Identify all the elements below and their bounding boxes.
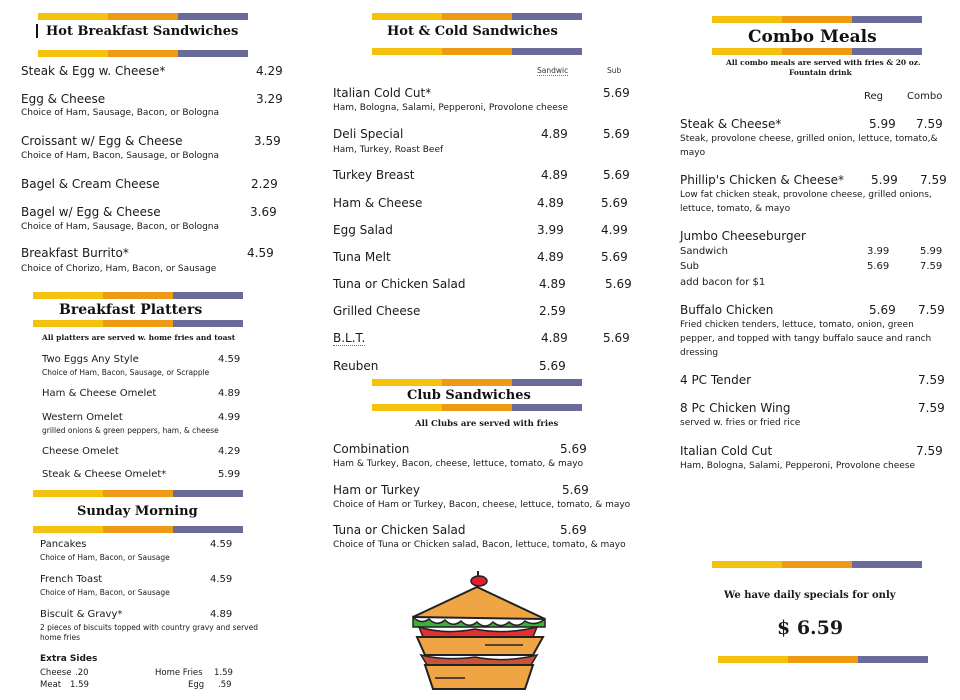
item-sandwich-price: 4.89 xyxy=(541,331,568,345)
item-description: grilled onions & green peppers, ham, & cheese xyxy=(42,426,219,435)
item-name: Biscuit & Gravy* xyxy=(40,609,123,620)
item-reg-price: 5.99 xyxy=(869,117,896,131)
item-name: Combination xyxy=(333,442,410,456)
item-variant-label: Sandwich xyxy=(680,246,728,257)
item-combo-price: 7.59 xyxy=(920,173,947,187)
specials-bar-bottom xyxy=(718,656,928,663)
extra-name: Home Fries xyxy=(155,668,203,678)
extra-price: 1.59 xyxy=(70,680,89,690)
section-note: All platters are served w. home fries and toast xyxy=(42,333,236,342)
item-name: Two Eggs Any Style xyxy=(42,354,139,365)
item-sandwich-price: 3.99 xyxy=(537,223,564,237)
header-bar-top xyxy=(33,490,243,497)
item-name: Tuna or Chicken Salad xyxy=(333,523,466,537)
item-sub-price: 5.69 xyxy=(605,277,632,291)
item-description: Choice of Ham or Turkey, Bacon, cheese, lettuce, tomato, & mayo xyxy=(333,500,631,510)
extra-sides-title: Extra Sides xyxy=(40,654,98,664)
item-description: Choice of Chorizo, Ham, Bacon, or Sausage xyxy=(21,264,217,274)
extra-price: 1.59 xyxy=(214,668,233,678)
item-name: Bagel w/ Egg & Cheese xyxy=(21,205,161,219)
specials-text: We have daily specials for only xyxy=(724,590,896,601)
item-price: 4.89 xyxy=(218,388,241,399)
item-variant-label: Sub xyxy=(680,261,700,272)
item-description: Ham, Turkey, Roast Beef xyxy=(333,145,444,155)
item-price: 4.59 xyxy=(247,246,274,260)
section-title: Hot Breakfast Sandwiches xyxy=(46,24,239,39)
specials-price: $ 6.59 xyxy=(777,617,844,639)
item-name: Croissant w/ Egg & Cheese xyxy=(21,134,183,148)
item-combo-price: 5.99 xyxy=(920,246,943,257)
item-sub-price: 5.69 xyxy=(603,168,630,182)
item-reg-price: 5.69 xyxy=(867,261,890,272)
item-combo-price: 7.59 xyxy=(916,117,943,131)
item-name: Breakfast Burrito* xyxy=(21,246,129,260)
item-reg-price: 3.99 xyxy=(867,246,890,257)
item-sandwich-price: 4.89 xyxy=(537,250,564,264)
section-note: Fountain drink xyxy=(789,68,852,77)
item-sandwich-price: 4.89 xyxy=(541,127,568,141)
item-price: 4.59 xyxy=(210,539,233,550)
item-sandwich-price: 5.69 xyxy=(539,359,566,373)
column-header-sub: Sub xyxy=(607,66,622,75)
item-sandwich-price: 4.89 xyxy=(537,196,564,210)
item-name: Grilled Cheese xyxy=(333,304,421,318)
item-description: Choice of Ham, Bacon, or Sausage xyxy=(40,553,170,562)
item-name: Reuben xyxy=(333,359,379,373)
extra-name: Meat xyxy=(40,680,62,690)
item-sub-price: 5.69 xyxy=(603,331,630,345)
item-sub-price: 4.99 xyxy=(601,223,628,237)
header-bar-top xyxy=(33,292,243,299)
item-description: Ham & Turkey, Bacon, cheese, lettuce, tomato, & mayo xyxy=(333,459,584,469)
item-name: Ham or Turkey xyxy=(333,483,421,497)
item-price: 3.69 xyxy=(250,205,277,219)
item-name: Tuna Melt xyxy=(333,250,391,264)
item-description: Choice of Ham, Bacon, Sausage, or Bologna xyxy=(21,151,220,161)
bread-middle-icon xyxy=(417,637,543,655)
item-reg-price: 5.69 xyxy=(869,303,896,317)
item-combo-price: 7.59 xyxy=(920,261,943,272)
item-reg-price: 5.99 xyxy=(871,173,898,187)
item-sandwich-price: 2.59 xyxy=(539,304,566,318)
item-name: Egg Salad xyxy=(333,223,393,237)
item-price: 3.29 xyxy=(256,92,283,106)
item-name: Tuna or Chicken Salad xyxy=(333,277,466,291)
item-name: Egg & Cheese xyxy=(21,92,106,106)
item-sandwich-price: 4.89 xyxy=(541,168,568,182)
item-sub-price: 5.69 xyxy=(601,196,628,210)
column-header-combo: Combo xyxy=(907,91,943,102)
item-name: Steak & Cheese Omelet* xyxy=(42,469,167,480)
item-name: Italian Cold Cut xyxy=(680,444,773,458)
item-name: Pancakes xyxy=(40,539,87,550)
bread-bottom-icon xyxy=(425,665,533,689)
item-description: Choice of Ham, Bacon, Sausage, or Scrapple xyxy=(42,368,210,377)
item-addon: add bacon for $1 xyxy=(680,277,766,288)
item-name: B.L.T. xyxy=(333,331,366,345)
header-bar-top xyxy=(712,16,922,23)
item-description: 2 pieces of biscuits topped with country gravy and served xyxy=(40,623,258,632)
column-header-sandwich: Sandwic xyxy=(537,66,569,75)
bread-top-icon xyxy=(413,587,545,619)
item-description: lettuce, tomato, & mayo xyxy=(680,204,791,214)
section-title: Breakfast Platters xyxy=(59,302,203,318)
extra-name: Egg xyxy=(188,680,205,690)
item-name: 4 PC Tender xyxy=(680,373,752,387)
item-price: 4.59 xyxy=(210,574,233,585)
header-bar-bottom xyxy=(372,404,582,411)
item-price: 4.99 xyxy=(218,412,241,423)
item-price: 4.29 xyxy=(256,64,283,78)
item-sub-price: 5.69 xyxy=(603,127,630,141)
section-title: Club Sandwiches xyxy=(407,388,531,403)
item-sub-price: 5.69 xyxy=(601,250,628,264)
item-description: Ham, Bologna, Salami, Pepperoni, Provolone cheese xyxy=(333,103,569,113)
header-bar-bottom xyxy=(33,320,243,327)
item-name: Cheese Omelet xyxy=(42,446,119,457)
section-note: All Clubs are served with fries xyxy=(415,419,559,429)
item-name: Bagel & Cream Cheese xyxy=(21,177,160,191)
header-bar-top xyxy=(38,13,248,20)
item-combo-price: 7.59 xyxy=(918,401,945,415)
item-description: Choice of Ham, Bacon, or Sausage xyxy=(40,588,170,597)
item-name: Steak & Cheese* xyxy=(680,117,782,131)
item-price: 4.29 xyxy=(218,446,241,457)
olive-icon xyxy=(471,576,487,586)
extra-price: .59 xyxy=(218,680,232,690)
item-name: Jumbo Cheeseburger xyxy=(680,229,806,243)
item-price: 4.59 xyxy=(218,354,241,365)
text-cursor xyxy=(36,24,38,38)
item-name: 8 Pc Chicken Wing xyxy=(680,401,791,415)
header-bar-bottom xyxy=(372,48,582,55)
item-name: Italian Cold Cut* xyxy=(333,86,432,100)
item-price: 5.99 xyxy=(218,469,241,480)
item-description: served w. fries or fried rice xyxy=(680,418,801,428)
item-description: Ham, Bologna, Salami, Pepperoni, Provolone cheese xyxy=(680,461,916,471)
item-name: Western Omelet xyxy=(42,412,123,423)
item-price: 5.69 xyxy=(560,442,587,456)
item-price: 5.69 xyxy=(562,483,589,497)
item-description: Fried chicken tenders, lettuce, tomato, onion, green xyxy=(680,320,914,330)
item-description: Choice of Ham, Sausage, Bacon, or Bologna xyxy=(21,108,220,118)
item-description: mayo xyxy=(680,148,706,158)
item-price: 5.69 xyxy=(560,523,587,537)
item-name: Phillip's Chicken & Cheese* xyxy=(680,173,844,187)
item-description: Steak, provolone cheese, grilled onion, lettuce, tomato,& xyxy=(680,134,938,144)
section-title: Hot & Cold Sandwiches xyxy=(387,24,558,39)
header-bar-top xyxy=(372,13,582,20)
header-bar-bottom xyxy=(33,526,243,533)
item-sandwich-price: 4.89 xyxy=(539,277,566,291)
item-combo-price: 7.59 xyxy=(918,303,945,317)
section-note: All combo meals are served with fries & 20 oz. xyxy=(726,58,921,67)
item-name: French Toast xyxy=(40,574,103,585)
header-bar-top xyxy=(372,379,582,386)
item-combo-price: 7.59 xyxy=(916,444,943,458)
item-combo-price: 7.59 xyxy=(918,373,945,387)
item-name: Ham & Cheese xyxy=(333,196,423,210)
item-price: 2.29 xyxy=(251,177,278,191)
specials-bar-top xyxy=(712,561,922,568)
extra-name: Cheese xyxy=(40,668,72,678)
item-sub-price: 5.69 xyxy=(603,86,630,100)
item-name: Steak & Egg w. Cheese* xyxy=(21,64,166,78)
item-description: pepper, and topped with tangy buffalo sauce and ranch xyxy=(680,334,932,344)
header-bar-bottom xyxy=(712,48,922,55)
item-description: Choice of Ham, Sausage, Bacon, or Bologna xyxy=(21,222,220,232)
item-description: Low fat chicken steak, provolone cheese, grilled onions, xyxy=(680,190,932,200)
header-bar-bottom xyxy=(38,50,248,57)
item-description: home fries xyxy=(40,633,80,642)
item-name: Buffalo Chicken xyxy=(680,303,774,317)
item-name: Deli Special xyxy=(333,127,404,141)
item-description: dressing xyxy=(680,348,719,358)
item-description: Choice of Tuna or Chicken salad, Bacon, lettuce, tomato, & mayo xyxy=(333,540,626,550)
sandwich-illustration xyxy=(405,565,555,697)
section-title: Combo Meals xyxy=(748,27,877,47)
item-price: 4.89 xyxy=(210,609,233,620)
tomato-icon xyxy=(419,627,537,637)
item-name: Ham & Cheese Omelet xyxy=(42,388,157,399)
item-price: 3.59 xyxy=(254,134,281,148)
meat-icon xyxy=(421,655,537,665)
column-header-reg: Reg xyxy=(864,91,883,102)
extra-price: .20 xyxy=(75,668,89,678)
section-title: Sunday Morning xyxy=(77,504,198,519)
item-name: Turkey Breast xyxy=(333,168,415,182)
